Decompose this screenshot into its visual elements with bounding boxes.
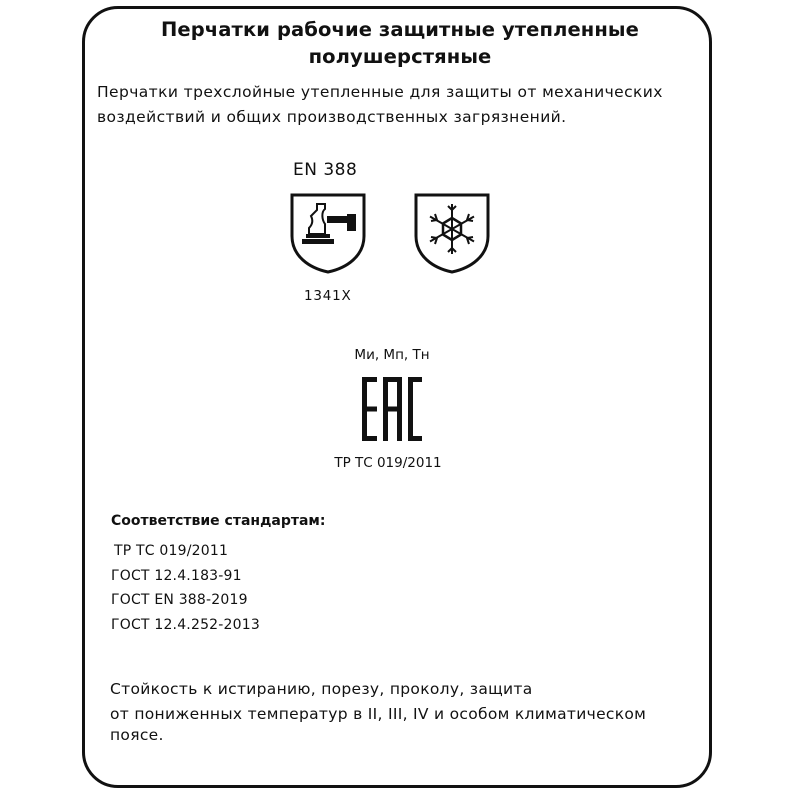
resistance-line-3: поясе. <box>110 726 164 744</box>
standard-item: ГОСТ 12.4.252-2013 <box>111 616 260 633</box>
protection-marks-text: Ми, Мп, Тн <box>354 347 430 363</box>
standard-item: ТР ТС 019/2011 <box>114 543 229 559</box>
resistance-line-2: от пониженных температур в II, III, IV и особом климатическом <box>110 705 647 723</box>
tr-ts-text: ТР ТС 019/2011 <box>334 455 442 471</box>
standards-list <box>111 539 260 637</box>
eac-logo <box>360 377 424 441</box>
performance-code: 1341X <box>304 288 352 304</box>
en-standard-label: EN 388 <box>293 160 358 180</box>
mechanical-protection-shield-icon <box>289 192 367 274</box>
product-description: Перчатки трехслойные утепленные для защиты от механических воздействий и общих производственных загрязнений. <box>97 83 663 126</box>
tr-ts-label <box>0 455 800 471</box>
cold-protection-shield-icon <box>413 192 491 274</box>
protection-marks <box>0 347 800 363</box>
resistance-description <box>110 677 710 748</box>
page-title: Перчатки рабочие защитные утепленные полушерстяные <box>161 18 639 68</box>
standard-item: ГОСТ EN 388-2019 <box>111 592 248 608</box>
resistance-line-1: Стойкость к истиранию, порезу, проколу, защита <box>110 680 533 698</box>
standard-item: ГОСТ 12.4.183-91 <box>111 567 242 584</box>
standards-heading: Соответствие стандартам: <box>111 513 326 529</box>
